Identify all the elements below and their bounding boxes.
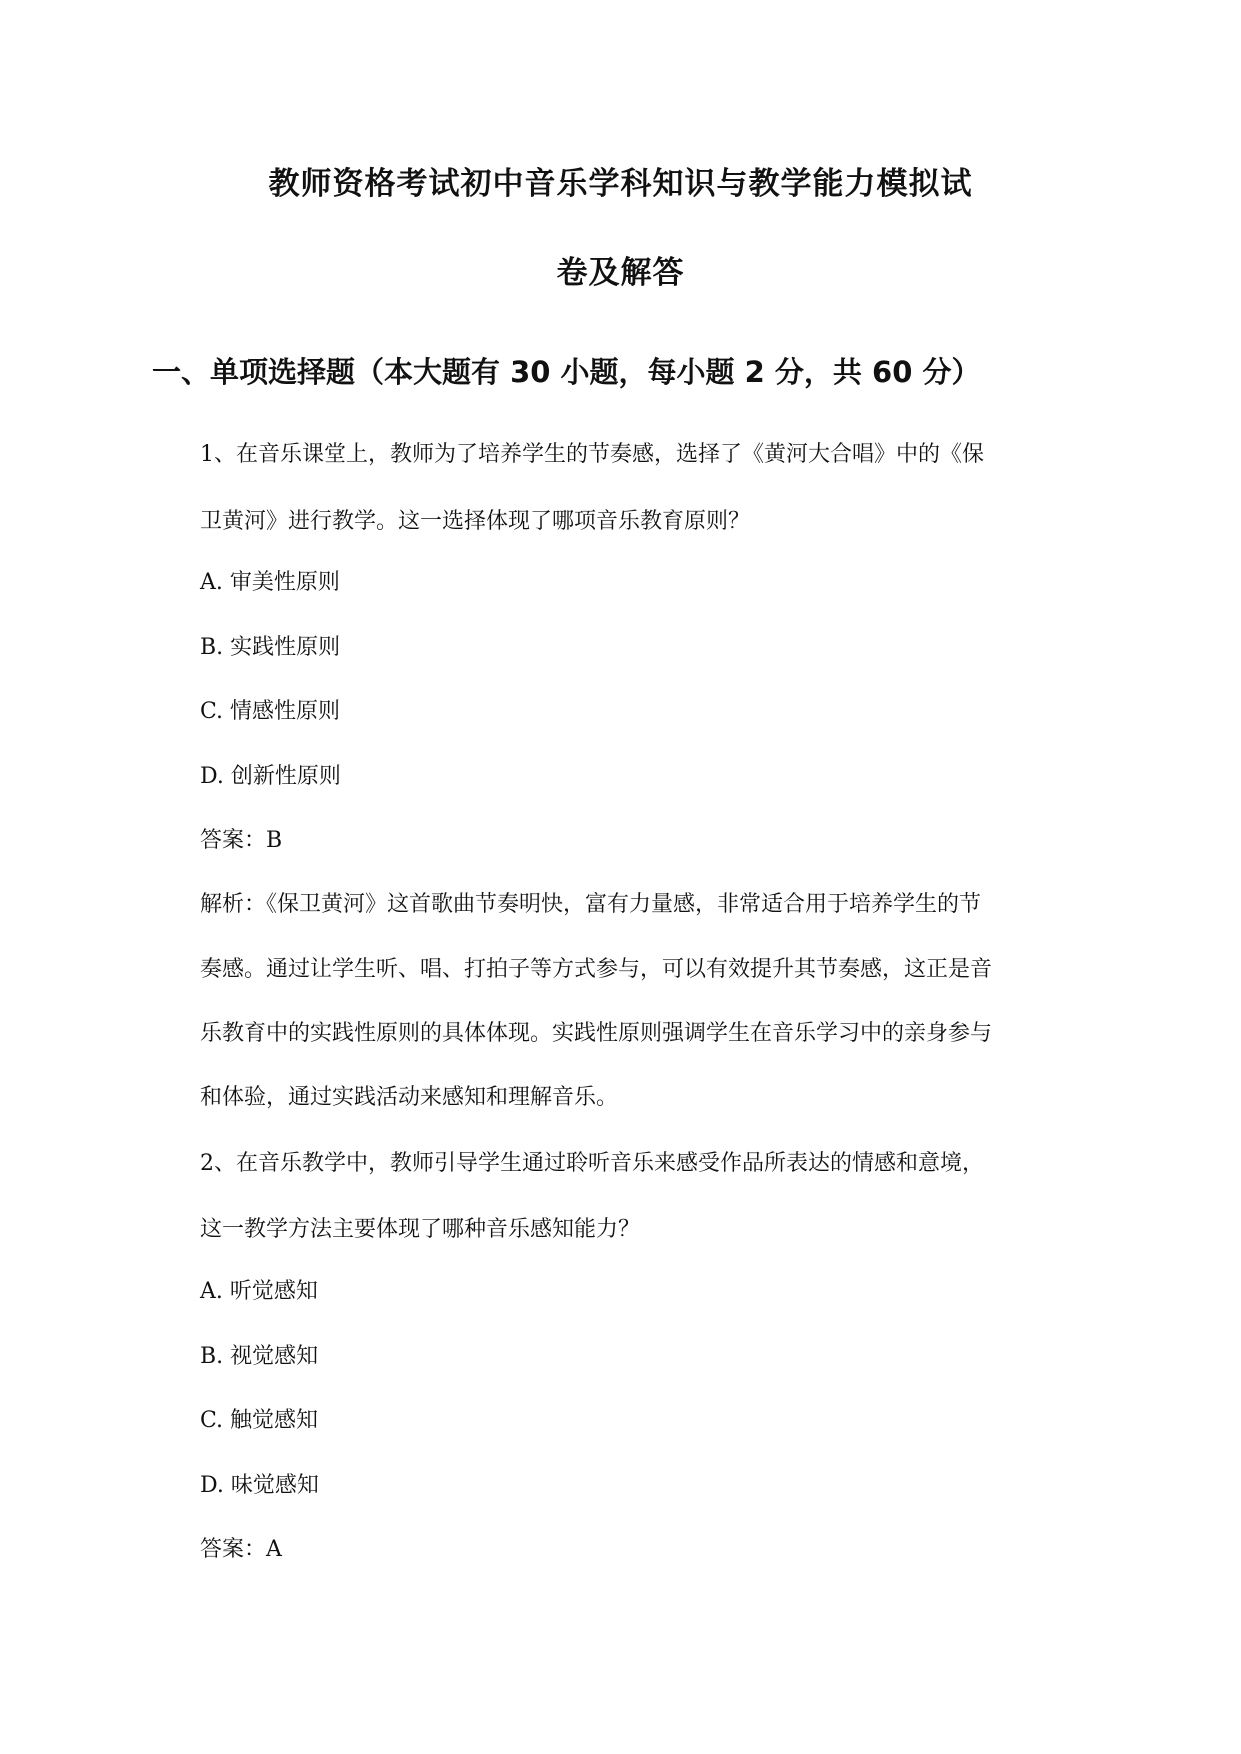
question-2-option-b: B. 视觉感知 bbox=[200, 1344, 319, 1369]
question-2-option-a: A. 听觉感知 bbox=[200, 1279, 318, 1304]
section-heading: 一、单项选择题（本大题有 30 小题，每小题 2 分，共 60 分） bbox=[152, 355, 981, 389]
question-2-answer: 答案：A bbox=[200, 1537, 282, 1562]
question-1-option-d: D. 创新性原则 bbox=[200, 764, 341, 789]
document-title-line-1: 教师资格考试初中音乐学科知识与教学能力模拟试 bbox=[268, 166, 973, 202]
question-1-option-b: B. 实践性原则 bbox=[200, 635, 341, 660]
question-2-option-d: D. 味觉感知 bbox=[200, 1473, 319, 1498]
question-1-stem-line-2: 卫黄河》进行教学。这一选择体现了哪项音乐教育原则？ bbox=[200, 509, 751, 534]
document-title-line-2: 卷及解答 bbox=[556, 255, 685, 291]
question-1-stem-line-1: 1、在音乐课堂上，教师为了培养学生的节奏感，选择了《黄河大合唱》中的《保 bbox=[200, 442, 984, 467]
question-1-option-c: C. 情感性原则 bbox=[200, 699, 341, 724]
question-2-option-c: C. 触觉感知 bbox=[200, 1408, 319, 1433]
question-2-stem-line-2: 这一教学方法主要体现了哪种音乐感知能力？ bbox=[200, 1217, 641, 1242]
question-1-analysis-line-3: 乐教育中的实践性原则的具体体现。实践性原则强调学生在音乐学习中的亲身参与 bbox=[200, 1021, 993, 1046]
question-1-analysis-line-2: 奏感。通过让学生听、唱、打拍子等方式参与，可以有效提升其节奏感，这正是音 bbox=[200, 957, 993, 982]
question-1-option-a: A. 审美性原则 bbox=[200, 570, 340, 595]
question-2-stem-line-1: 2、在音乐教学中，教师引导学生通过聆听音乐来感受作品所表达的情感和意境， bbox=[200, 1151, 984, 1176]
question-1-answer: 答案：B bbox=[200, 828, 283, 853]
question-1-analysis-line-1: 解析：《保卫黄河》这首歌曲节奏明快，富有力量感，非常适合用于培养学生的节 bbox=[200, 892, 982, 917]
question-1-analysis-line-4: 和体验，通过实践活动来感知和理解音乐。 bbox=[200, 1085, 619, 1110]
